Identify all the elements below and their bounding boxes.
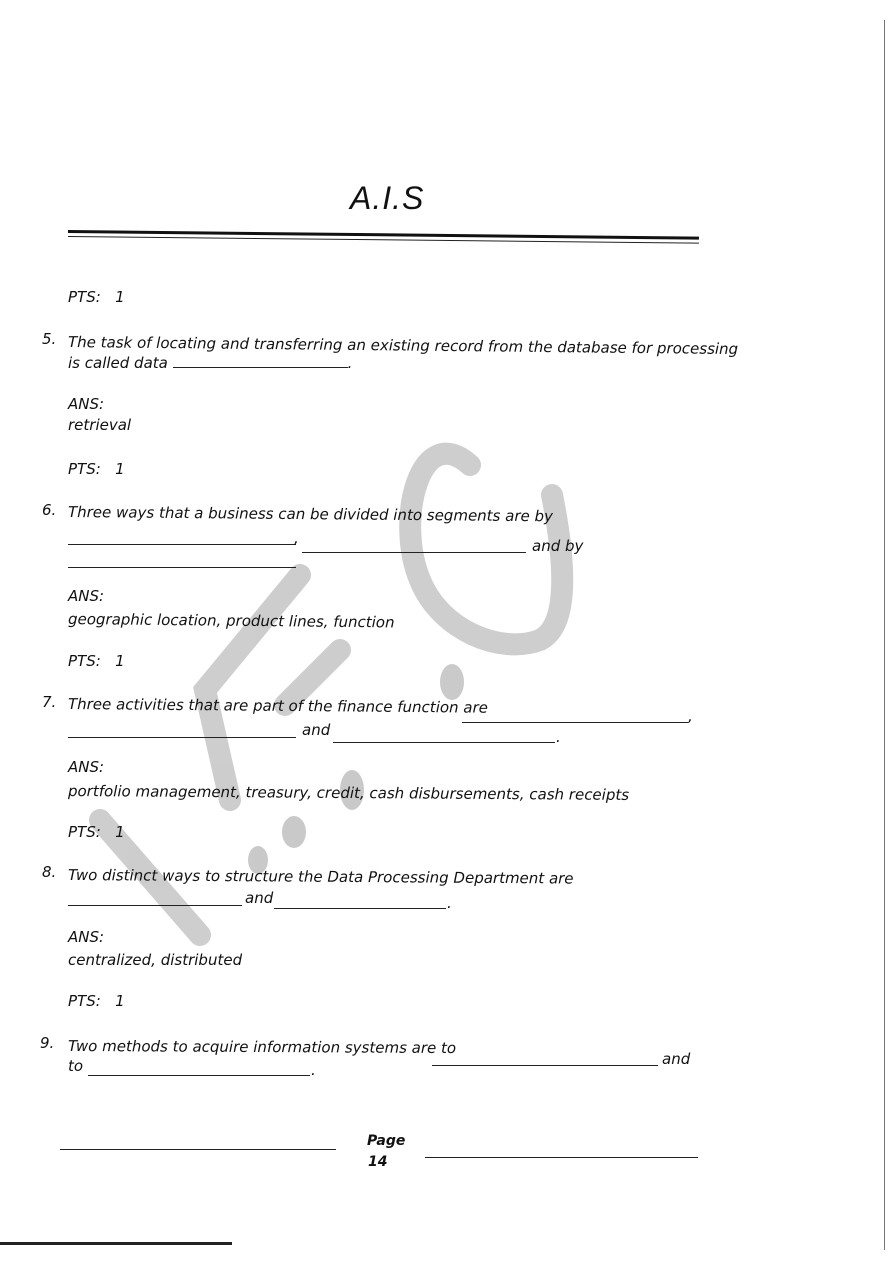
ans-label: ANS: <box>68 928 105 946</box>
question-text-fragment: is called data <box>68 354 168 372</box>
question-text-fragment: and <box>302 721 331 739</box>
answer-text: geographic location, product lines, function <box>67 610 395 632</box>
footer-page-number: 14 <box>368 1154 388 1170</box>
pts-line <box>68 992 125 1011</box>
answer-blank[interactable] <box>68 567 296 568</box>
scan-edge-bar <box>0 1242 232 1245</box>
question-number: 9. <box>40 1034 55 1052</box>
pts-value: 1 <box>115 652 125 670</box>
answer-blank[interactable] <box>68 905 242 906</box>
footer-rule-right <box>425 1157 698 1158</box>
footer-rule-left <box>60 1149 336 1150</box>
pts-label: PTS: <box>68 823 101 841</box>
question-number: 6. <box>42 501 57 519</box>
question-text-fragment: and <box>662 1050 691 1068</box>
answer-blank[interactable] <box>68 544 296 545</box>
answer-blank[interactable] <box>173 353 348 368</box>
question-text: Three activities that are part of the finance function are <box>67 695 489 717</box>
pts-value: 1 <box>115 823 125 841</box>
watermark-f-stroke <box>205 575 300 800</box>
pts-value: 1 <box>115 288 125 306</box>
question-text: Two distinct ways to structure the Data Processing Department are <box>67 866 574 888</box>
answer-blank[interactable] <box>68 737 296 738</box>
answer-blank[interactable] <box>333 742 555 743</box>
question-text-fragment: to <box>68 1057 84 1075</box>
punctuation: , <box>688 707 693 725</box>
pts-value: 1 <box>115 460 125 478</box>
question-number: 7. <box>42 693 57 711</box>
footer-page-label: Page <box>367 1133 406 1149</box>
question-text-fragment: and by <box>532 537 584 555</box>
question-text: Three ways that a business can be divided into segments are by <box>67 503 554 526</box>
answer-blank[interactable] <box>432 1065 658 1066</box>
answer-blank[interactable] <box>274 908 446 909</box>
answer-blank[interactable] <box>88 1075 310 1076</box>
punctuation: . <box>556 728 561 746</box>
punctuation: , <box>294 529 299 547</box>
question-number: 8. <box>42 863 57 881</box>
punctuation: . <box>347 354 353 372</box>
answer-blank[interactable] <box>302 552 526 553</box>
question-text: Two methods to acquire information systems are to <box>67 1037 457 1058</box>
pts-value: 1 <box>115 992 125 1010</box>
watermark-dot-2 <box>282 816 306 848</box>
pts-label: PTS: <box>68 288 101 306</box>
question-number: 5. <box>42 330 57 348</box>
question-text: The task of locating and transferring an existing record from the database for processing <box>67 333 739 359</box>
pts-line-top <box>68 288 125 307</box>
pts-label: PTS: <box>68 992 101 1010</box>
question-text-line2 <box>68 353 352 373</box>
punctuation: . <box>447 894 452 912</box>
ans-label: ANS: <box>68 758 105 776</box>
ans-label: ANS: <box>68 395 105 413</box>
question-text-fragment: and <box>245 889 274 907</box>
answer-text: retrieval <box>68 416 132 434</box>
pts-line <box>68 460 125 479</box>
pts-label: PTS: <box>68 652 101 670</box>
pts-line <box>68 823 125 842</box>
answer-blank[interactable] <box>462 722 688 723</box>
page-title: A.I.S <box>350 180 425 216</box>
ans-label: ANS: <box>68 587 105 605</box>
punctuation: . <box>311 1061 316 1079</box>
pts-label: PTS: <box>68 460 101 478</box>
pts-line <box>68 652 125 671</box>
answer-text: centralized, distributed <box>68 951 243 969</box>
answer-text: portfolio management, treasury, credit, cash disbursements, cash receipts <box>67 782 630 804</box>
watermark-dot-1 <box>440 664 464 700</box>
